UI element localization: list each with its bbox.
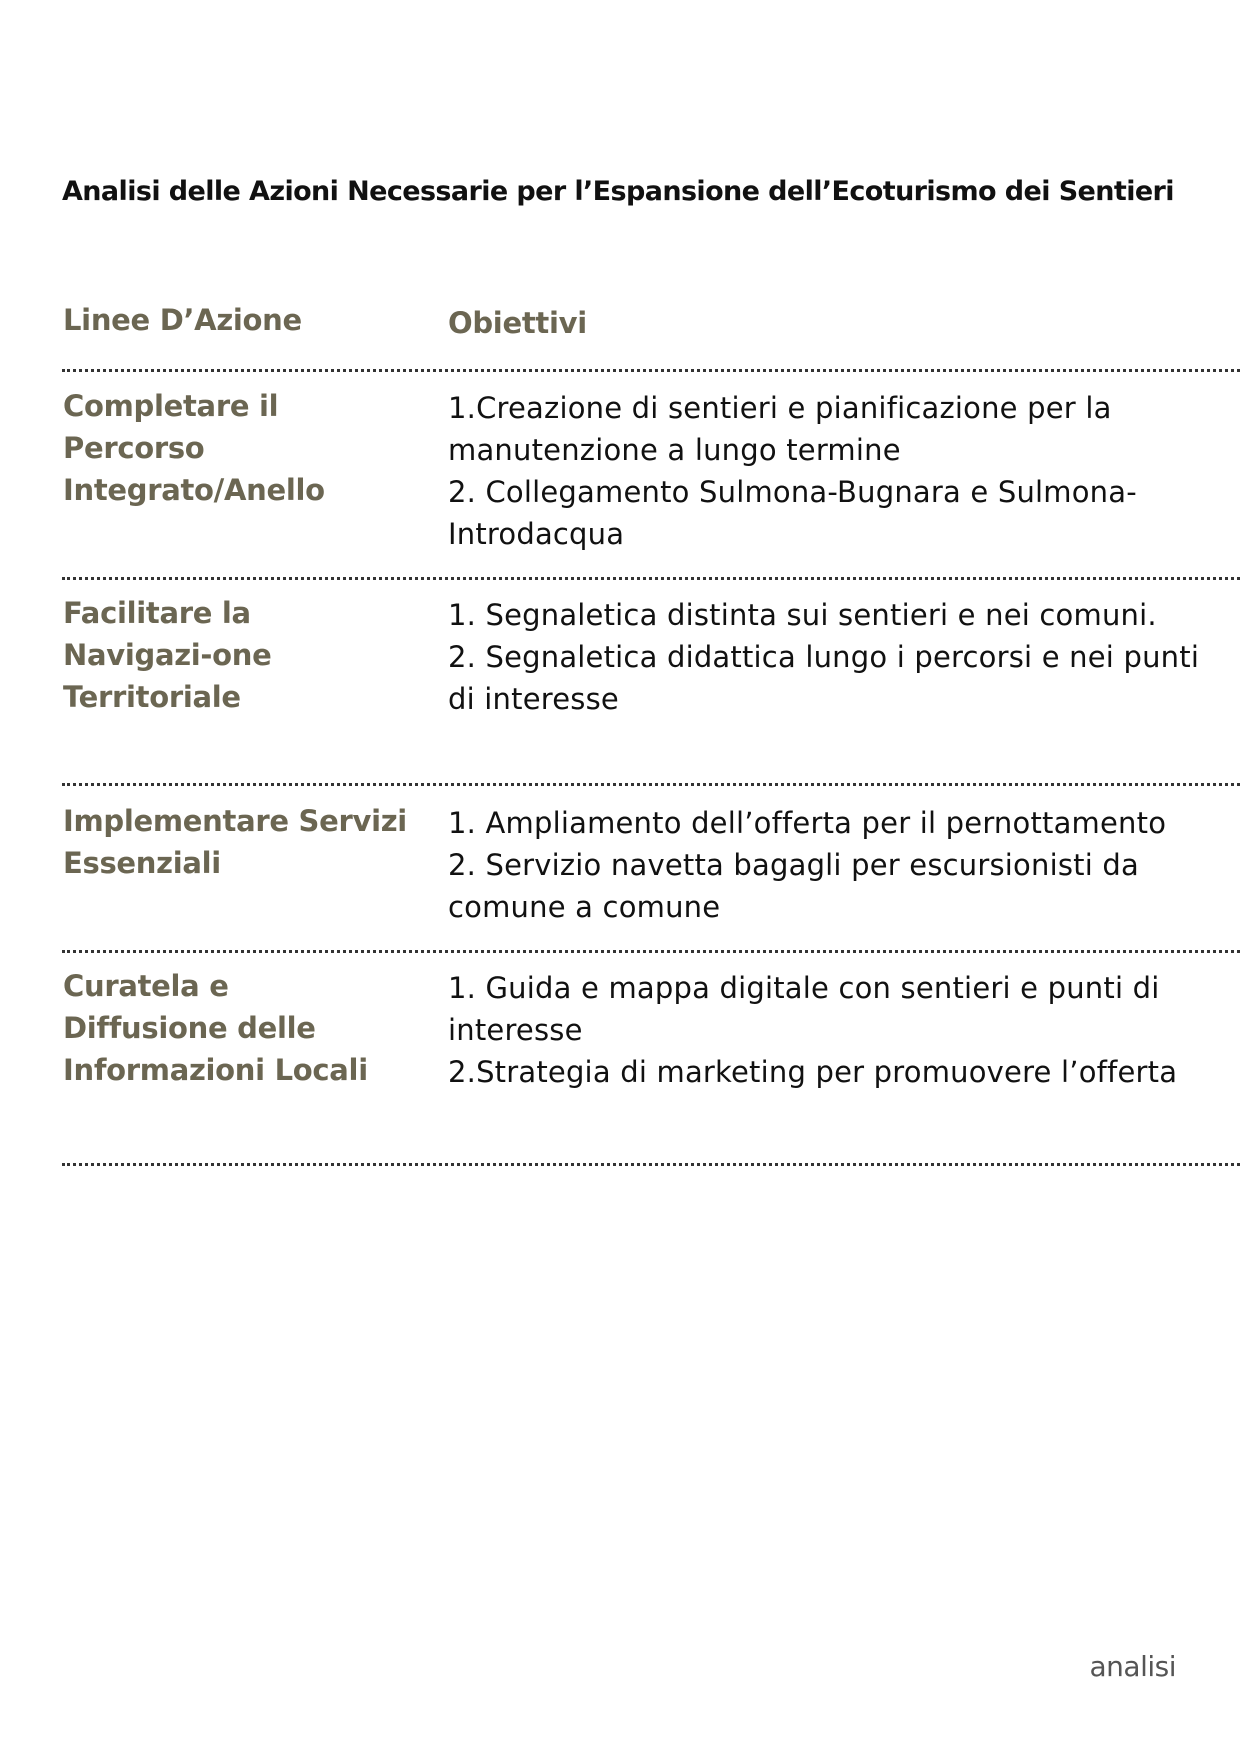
dotted-divider <box>62 950 1240 953</box>
goal-item: 1. Segnaletica distinta sui sentieri e nei comuni. <box>448 598 1157 632</box>
action-item <box>63 592 393 718</box>
goal-item: 2.Strategia di marketing per promuovere l’offerta <box>448 1055 1178 1089</box>
action-item <box>63 800 423 884</box>
dotted-divider <box>62 1163 1240 1166</box>
page-title: Analisi delle Azioni Necessarie per l’Espansione dell’Ecoturismo dei Sentieri <box>62 176 1174 207</box>
action-item <box>63 385 423 511</box>
action-item <box>63 965 393 1091</box>
goals-list <box>448 387 1208 555</box>
goals-list <box>448 802 1208 928</box>
goal-item: 2. Servizio navetta bagagli per escursionisti da comune a comune <box>448 848 1139 924</box>
column-header-actions: Linee D’Azione <box>63 303 302 337</box>
goal-item: 2. Segnaletica didattica lungo i percorsi e nei punti di interesse <box>448 640 1200 716</box>
page-footer-label: analisi <box>1089 1650 1176 1683</box>
goal-item: 1. Guida e mappa digitale con sentieri e punti di interesse <box>448 971 1160 1047</box>
action-label: Facilitare la Navigazi-one Territoriale <box>63 596 272 714</box>
goal-item: 2. Collegamento Sulmona-Bugnara e Sulmona-Introdacqua <box>448 475 1137 551</box>
goal-item: 1.Creazione di sentieri e pianificazione per la manutenzione a lungo termine <box>448 391 1112 467</box>
action-label: Implementare Servizi Essenziali <box>63 804 407 880</box>
goals-list <box>448 967 1208 1093</box>
dotted-divider <box>62 369 1240 372</box>
action-label: Curatela e Diffusione delle Informazioni Locali <box>63 969 368 1087</box>
dotted-divider <box>62 577 1240 580</box>
goal-item: 1. Ampliamento dell’offerta per il pernottamento <box>448 806 1167 840</box>
goals-list <box>448 594 1208 720</box>
action-label: Completare il Percorso Integrato/Anello <box>63 389 325 507</box>
column-header-goals: Obiettivi <box>448 306 587 340</box>
dotted-divider <box>62 783 1240 786</box>
